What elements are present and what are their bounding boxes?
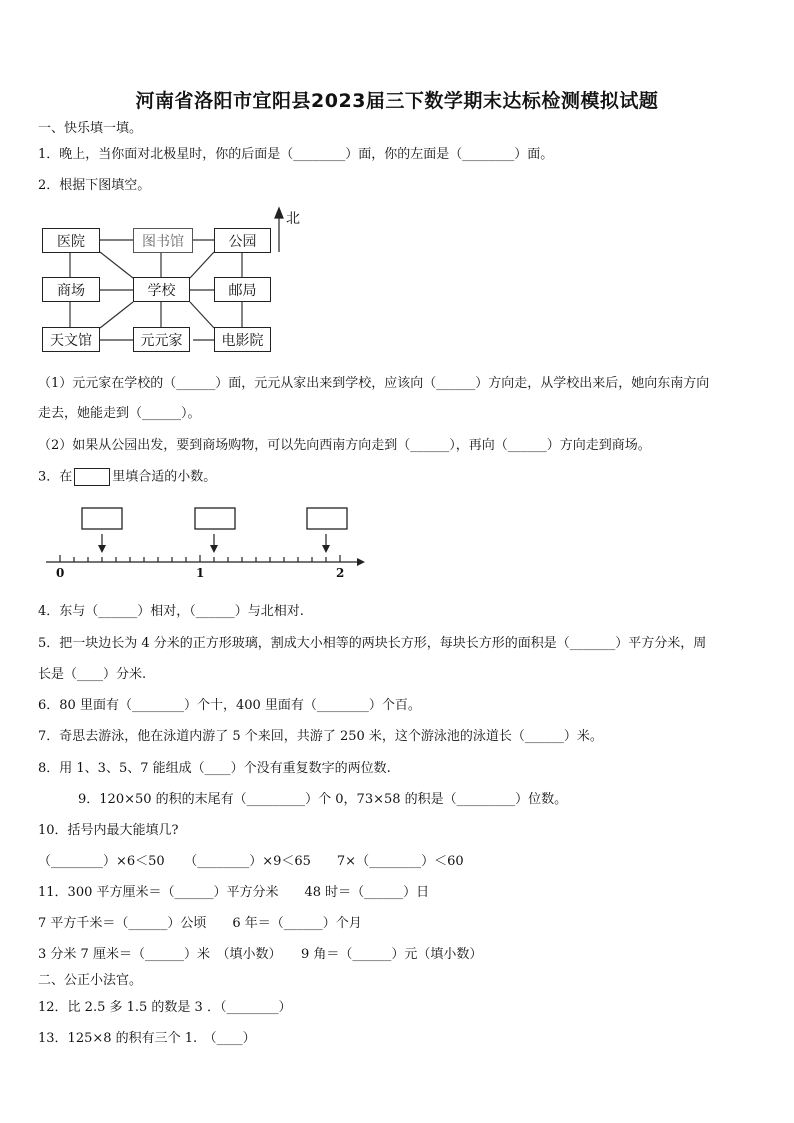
section-1-heading: 一、快乐填一填。: [38, 121, 143, 136]
number-line-label-2: 2: [336, 566, 345, 580]
question-5b: 长是（____）分米.: [38, 667, 147, 682]
question-2-part-1a: （1）元元家在学校的（______）面，元元从家出来到学校，应该向（______）方向走，从学校出来后，她向东南方向: [38, 376, 710, 391]
question-6: 6．80 里面有（________）个十，400 里面有（________）个百。: [38, 698, 421, 713]
question-12: 12．比 2.5 多 1.5 的数是 3 ．（________）: [38, 1000, 292, 1015]
question-3-prefix: 3．在: [38, 469, 73, 485]
map-node-library: 图书馆: [133, 228, 193, 253]
question-7: 7．奇思去游泳，他在泳道内游了 5 个来回，共游了 250 米，这个游泳池的泳道长（______）米。: [38, 729, 603, 744]
question-3-suffix: 里填合适的小数。: [112, 469, 217, 485]
map-node-mall: 商场: [42, 277, 100, 302]
map-node-observatory: 天文馆: [42, 327, 100, 352]
question-13: 13．125×8 的积有三个 1. （____）: [38, 1031, 256, 1046]
map-node-school: 学校: [133, 277, 190, 302]
question-8: 8．用 1、3、5、7 能组成（____）个没有重复数字的两位数.: [38, 761, 391, 776]
section-2-heading: 二、公正小法官。: [38, 973, 143, 988]
map-node-yuanyuan-home: 元元家: [133, 327, 190, 352]
question-11-line-2: 7 平方千米＝（______）公顷 6 年＝（______）个月: [38, 916, 362, 931]
question-10-items: （________）×6＜50 （________）×9＜65 7×（________）＜60: [38, 854, 464, 869]
question-1: 1．晚上，当你面对北极星时，你的后面是（________）面，你的左面是（________）面。: [38, 147, 554, 162]
question-10: 10．括号内最大能填几?: [38, 823, 179, 838]
number-line-label-0: 0: [56, 566, 65, 580]
question-4: 4．东与（______）相对，（______）与北相对.: [38, 604, 304, 619]
number-line-label-1: 1: [196, 566, 205, 580]
question-9: 9．120×50 的积的末尾有（_________）个 0，73×58 的积是（_________）位数。: [78, 792, 568, 807]
question-11-line-3: 3 分米 7 厘米＝（______）米 （填小数） 9 角＝（______）元（填小数）: [38, 947, 483, 962]
page-title: 河南省洛阳市宜阳县2023届三下数学期末达标检测模拟试题: [135, 90, 659, 112]
map-node-hospital: 医院: [42, 228, 100, 253]
question-2-part-2: （2）如果从公园出发，要到商场购物，可以先向西南方向走到（______），再向（______）方向走到商场。: [38, 438, 651, 453]
question-2: 2．根据下图填空。: [38, 178, 151, 193]
question-11-line-1: 11．300 平方厘米＝（______）平方分米 48 时＝（______）日: [38, 885, 430, 900]
north-label: 北: [286, 211, 300, 227]
map-node-park: 公园: [214, 228, 271, 253]
map-node-cinema: 电影院: [214, 327, 271, 352]
question-2-part-1b: 走去，她能走到（______）。: [38, 406, 201, 421]
question-5a: 5．把一块边长为 4 分米的正方形玻璃，割成大小相等的两块长方形，每块长方形的面积是（_______）平方分米，周: [38, 636, 707, 651]
map-node-post-office: 邮局: [214, 277, 271, 302]
